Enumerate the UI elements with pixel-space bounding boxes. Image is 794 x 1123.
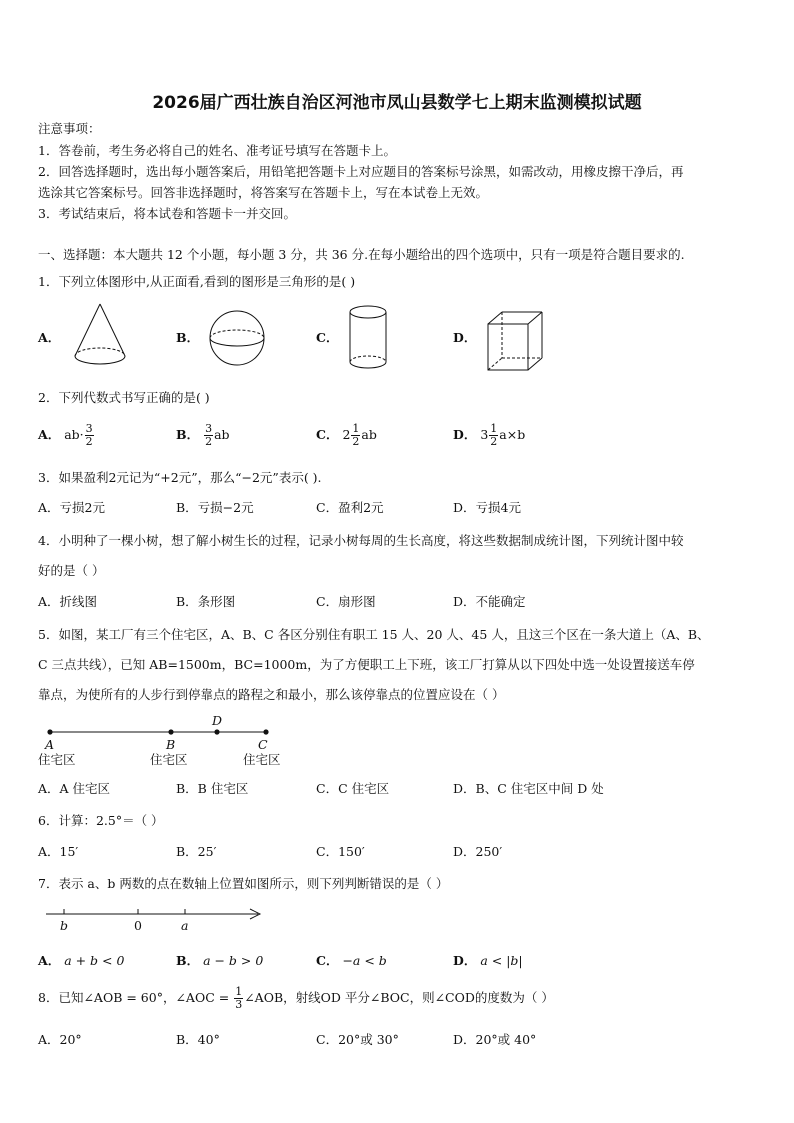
q3-stem: 3．如果盈利2元记为“+2元”，那么“−2元”表示( ). <box>38 470 322 485</box>
q3-option-d: D．亏损4元 <box>453 500 521 515</box>
q8-stem-post: ∠AOB，射线OD 平分∠BOC，则∠COD的度数为（ ） <box>244 990 554 1005</box>
q2-a-prefix: ab· <box>64 427 84 442</box>
q8-option-a: A．20° <box>38 1032 82 1047</box>
q6-option-c: C．150′ <box>316 844 365 859</box>
q2-option-d <box>453 423 525 448</box>
point-c-dot <box>263 729 268 734</box>
cone-figure <box>70 300 130 372</box>
q5-stem-line3: 靠点，为使所有的人步行到停靠点的路程之和最小，那么该停靠点的位置应设在（ ） <box>38 687 505 702</box>
q2-d-suffix: a×b <box>499 427 526 442</box>
q2-option-b <box>176 423 230 448</box>
q2-d-whole: 3 <box>480 427 489 442</box>
q5-option-c: C．C 住宅区 <box>316 781 390 796</box>
q7-option-b-text: a − b > 0 <box>203 953 264 968</box>
q3-option-b: B．亏损−2元 <box>176 500 254 515</box>
q6-option-b: B．25′ <box>176 844 217 859</box>
q7-option-d <box>453 953 523 969</box>
q1-label-a: A． <box>38 330 61 345</box>
q6-stem: 6．计算：2.5°＝（ ） <box>38 813 164 828</box>
q8-fraction <box>234 986 243 1011</box>
q2-a-fraction <box>85 423 94 448</box>
q2-a-den: 2 <box>85 435 93 448</box>
q6-option-a: A．15′ <box>38 844 79 859</box>
q2-d-den: 2 <box>490 435 498 448</box>
q2-label-a: A． <box>38 427 61 442</box>
notice-heading: 注意事项： <box>38 121 101 136</box>
sphere-figure <box>205 308 269 368</box>
point-d-label: D <box>212 713 223 728</box>
q4-option-c: C．扇形图 <box>316 594 376 609</box>
q1-label-b: B． <box>176 330 200 345</box>
q5-stem-line1: 5．如图，某工厂有三个住宅区，A、B、C 各区分别住有职工 15 人、20 人、45 人，且这三个区在一条大道上（A、B、 <box>38 627 710 642</box>
point-b-dot <box>168 729 173 734</box>
point-d-dot <box>214 729 219 734</box>
notice-item-1: 1．答卷前，考生务必将自己的姓名、准考证号填写在答题卡上。 <box>38 143 396 158</box>
q2-option-c <box>316 423 377 448</box>
q7-number-line <box>44 906 266 928</box>
point-c-label: C <box>258 737 268 752</box>
q1-label-c: C． <box>316 330 339 345</box>
section-header: 一、选择题：本大题共 12 个小题，每小题 3 分，共 36 分.在每小题给出的四个选项中，只有一项是符合题目要求的. <box>38 247 685 262</box>
q2-b-fraction <box>204 423 213 448</box>
q8-stem-pre: 8．已知∠AOB = 60°，∠AOC = <box>38 990 234 1005</box>
zone-label-c: 住宅区 <box>243 752 281 767</box>
q2-c-suffix: ab <box>361 427 377 442</box>
point-b-label: B <box>166 737 176 752</box>
q5-stem-line2: C 三点共线），已知 AB=1500m，BC=1000m，为了方便职工上下班，该工厂打算从以下四处中选一处设置接送车停 <box>38 657 695 672</box>
q2-b-num: 3 <box>205 422 213 435</box>
q8-option-c: C．20°或 30° <box>316 1032 399 1047</box>
notice-item-3: 3．考试结束后，将本试卷和答题卡一并交回。 <box>38 206 296 221</box>
q6-option-d: D．250′ <box>453 844 503 859</box>
q4-option-d: D．不能确定 <box>453 594 526 609</box>
axis-label-a: a <box>181 918 189 933</box>
axis-label-b: b <box>60 918 69 933</box>
q2-c-num: 1 <box>352 422 360 435</box>
q2-option-a <box>38 423 95 448</box>
q7-label-b: B． <box>176 953 200 968</box>
q2-b-suffix: ab <box>214 427 230 442</box>
q2-label-d: D． <box>453 427 477 442</box>
q4-option-b: B．条形图 <box>176 594 236 609</box>
q2-c-den: 2 <box>352 435 360 448</box>
q7-stem: 7．表示 a、b 两数的点在数轴上位置如图所示，则下列判断错误的是（ ） <box>38 876 449 891</box>
q5-option-a: A．A 住宅区 <box>38 781 111 796</box>
q7-label-d: D． <box>453 953 477 968</box>
q7-option-c-text: −a < b <box>342 953 387 968</box>
exam-title: 2026届广西壮族自治区河池市凤山县数学七上期末监测模拟试题 <box>152 93 642 113</box>
q4-option-a: A．折线图 <box>38 594 98 609</box>
q4-stem-line1: 4．小明种了一棵小树，想了解小树生长的过程，记录小树每周的生长高度，将这些数据制成统计图，下列统计图中较 <box>38 533 684 548</box>
q2-stem: 2．下列代数式书写正确的是( ) <box>38 390 210 405</box>
zone-label-b: 住宅区 <box>150 752 188 767</box>
q5-option-b: B．B 住宅区 <box>176 781 249 796</box>
point-a-label: A <box>45 737 55 752</box>
notice-item-2: 2．回答选择题时，选出每小题答案后，用铅笔把答题卡上对应题目的答案标号涂黑，如需改动，用橡皮擦干净后，再 <box>38 164 684 179</box>
q8-option-d: D．20°或 40° <box>453 1032 537 1047</box>
q8-option-b: B．40° <box>176 1032 220 1047</box>
q7-option-c <box>316 953 387 969</box>
q5-option-d: D．B、C 住宅区中间 D 处 <box>453 781 604 796</box>
cuboid-figure <box>484 308 546 374</box>
q4-stem-line2: 好的是（ ） <box>38 563 105 578</box>
notice-item-2-cont: 选涂其它答案标号。回答非选择题时，将答案写在答题卡上，写在本试卷上无效。 <box>38 185 489 200</box>
q2-a-num: 3 <box>85 422 93 435</box>
q2-c-whole: 2 <box>342 427 351 442</box>
q2-d-fraction <box>489 423 498 448</box>
q2-c-fraction <box>351 423 360 448</box>
q1-stem: 1．下列立体图形中,从正面看,看到的图形是三角形的是( ) <box>38 274 356 289</box>
q7-option-a-text: a + b < 0 <box>64 953 125 968</box>
q7-option-d-text: a < |b| <box>480 953 523 968</box>
q8-frac-den: 3 <box>235 998 243 1011</box>
q3-option-a: A．亏损2元 <box>38 500 105 515</box>
q3-option-c: C．盈利2元 <box>316 500 384 515</box>
zone-label-a: 住宅区 <box>38 752 76 767</box>
q7-label-c: C． <box>316 953 339 968</box>
q2-label-c: C． <box>316 427 339 442</box>
point-a-dot <box>47 729 52 734</box>
axis-label-0: 0 <box>134 918 142 933</box>
q7-label-a: A． <box>38 953 61 968</box>
q2-label-b: B． <box>176 427 200 442</box>
q2-d-num: 1 <box>490 422 498 435</box>
q7-option-b <box>176 953 263 969</box>
q7-option-a <box>38 953 124 969</box>
q1-label-d: D． <box>453 330 477 345</box>
cylinder-figure <box>345 302 391 374</box>
q8-stem <box>38 986 554 1011</box>
q2-b-den: 2 <box>205 435 213 448</box>
q8-frac-num: 1 <box>235 985 243 998</box>
